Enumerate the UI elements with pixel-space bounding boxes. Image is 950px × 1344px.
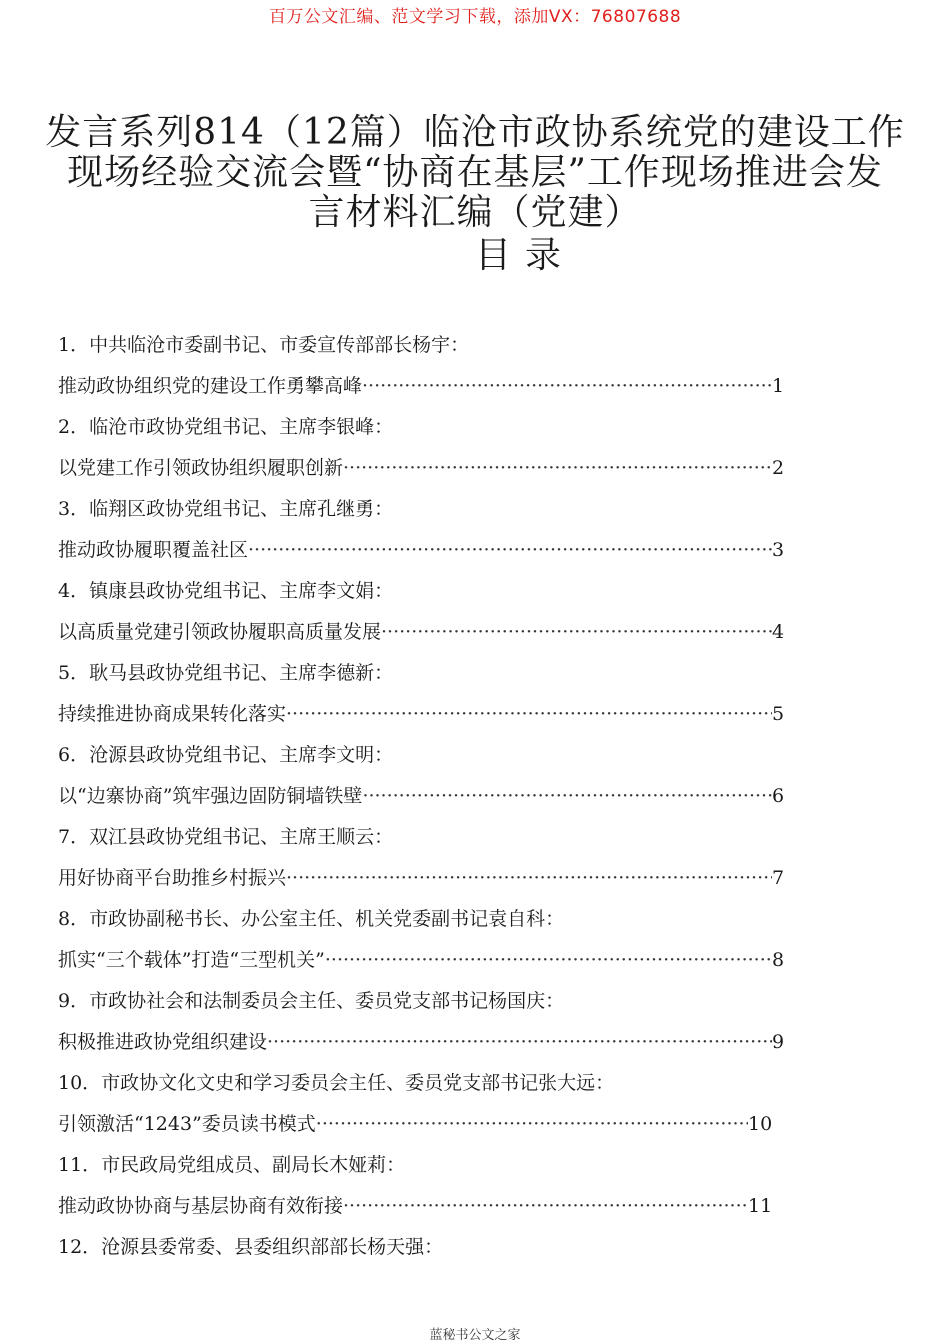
toc-page-number: 9 (772, 1031, 785, 1053)
toc-entry-10[interactable] (58, 1109, 774, 1150)
toc-entry-8[interactable] (58, 945, 798, 986)
dot-leader (381, 617, 772, 647)
toc-entry-7[interactable] (58, 863, 798, 904)
toc-entry-title: 用好协商平台助推乡村振兴 (58, 867, 287, 889)
toc-entry-title: 抓实“三个载体”打造“三型机关” (58, 949, 325, 971)
toc-speaker-5: 5．耿马县政协党组书记、主席李德新： (58, 662, 394, 684)
toc-speaker-9: 9．市政协社会和法制委员会主任、委员党支部书记杨国庆： (58, 990, 565, 1012)
toc-entry-title: 以高质量党建引领政协履职高质量发展 (58, 621, 382, 643)
dot-leader (286, 699, 772, 729)
title-line-2: 现场经验交流会暨“协商在基层”工作现场推进会发 (67, 152, 883, 193)
toc-speaker-8: 8．市政协副秘书长、办公室主任、机关党委副书记袁自科： (58, 908, 565, 930)
dot-leader (248, 535, 772, 565)
dot-leader (343, 453, 772, 483)
toc-page-number: 8 (772, 949, 785, 971)
toc-entry-title: 推动政协组织党的建设工作勇攀高峰 (58, 375, 363, 397)
dot-leader (362, 371, 772, 401)
toc-heading: 目录 (474, 235, 575, 276)
toc-page-number: 10 (748, 1113, 773, 1135)
toc-entry-title: 持续推进协商成果转化落实 (58, 703, 287, 725)
title-line-3: 言材料汇编（党建） (308, 192, 642, 233)
toc-speaker-7: 7．双江县政协党组书记、主席王顺云： (58, 826, 394, 848)
toc-speaker-12: 12．沧源县委常委、县委组织部部长杨天强： (58, 1236, 444, 1258)
toc-entry-6[interactable] (58, 781, 798, 822)
dot-leader (362, 781, 772, 811)
dot-leader (325, 945, 772, 975)
toc-entry-9[interactable] (58, 1027, 798, 1068)
toc-entry-title: 以党建工作引领政协组织履职创新 (58, 457, 344, 479)
toc-page-number: 3 (772, 539, 785, 561)
toc-speaker-4: 4．镇康县政协党组书记、主席李文娟： (58, 580, 394, 602)
dot-leader (267, 1027, 772, 1057)
dot-leader (343, 1191, 748, 1221)
toc-entry-2[interactable] (58, 453, 798, 494)
toc-entry-5[interactable] (58, 699, 798, 740)
toc-speaker-2: 2．临沧市政协党组书记、主席李银峰： (58, 416, 394, 438)
toc-entry-title: 积极推进政协党组织建设 (58, 1031, 268, 1053)
watermark-banner: 百万公文汇编、范文学习下载，添加VX：76807688 (268, 7, 682, 27)
title-line-1: 发言系列814（12篇）临沧市政协系统党的建设工作 (45, 112, 905, 153)
dot-leader (316, 1109, 748, 1139)
toc-speaker-11: 11．市民政局党组成员、副局长木娅莉： (58, 1154, 406, 1176)
table-of-contents (58, 330, 798, 1273)
toc-entry-1[interactable] (58, 371, 798, 412)
toc-page-number: 2 (772, 457, 785, 479)
toc-entry-3[interactable] (58, 535, 798, 576)
toc-page-number: 4 (772, 621, 785, 643)
toc-page-number: 11 (748, 1195, 773, 1217)
document-title (40, 113, 910, 233)
toc-entry-title: 以“边寨协商”筑牢强边固防铜墙铁壁 (58, 785, 363, 807)
toc-entry-title: 引领激活“1243”委员读书模式 (58, 1113, 316, 1135)
toc-speaker-1: 1．中共临沧市委副书记、市委宣传部部长杨宇： (58, 334, 470, 356)
toc-entry-4[interactable] (58, 617, 798, 658)
toc-entry-title: 推动政协协商与基层协商有效衔接 (58, 1195, 344, 1217)
toc-speaker-6: 6．沧源县政协党组书记、主席李文明： (58, 744, 394, 766)
toc-entry-11[interactable] (58, 1191, 774, 1232)
toc-speaker-10: 10．市政协文化文史和学习委员会主任、委员党支部书记张大远： (58, 1072, 615, 1094)
toc-page-number: 5 (772, 703, 785, 725)
toc-page-number: 7 (772, 867, 785, 889)
page-footer: 蓝秘书公文之家 (429, 1328, 521, 1343)
toc-speaker-3: 3．临翔区政协党组书记、主席孔继勇： (58, 498, 394, 520)
toc-page-number: 1 (772, 375, 785, 397)
toc-entry-title: 推动政协履职覆盖社区 (58, 539, 249, 561)
dot-leader (286, 863, 772, 893)
toc-page-number: 6 (772, 785, 785, 807)
